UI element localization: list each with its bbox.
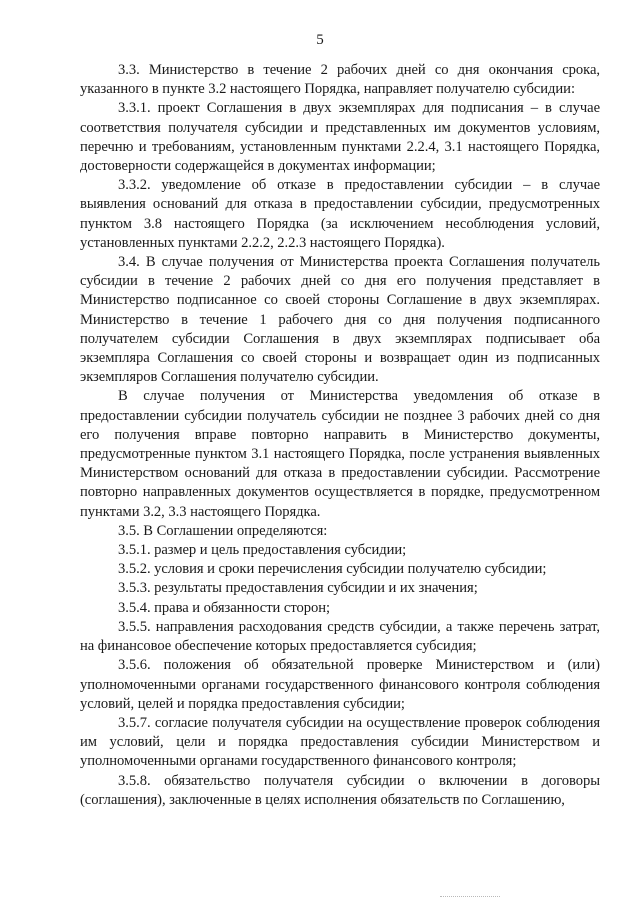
paragraph-3-5-5: 3.5.5. направления расходования средств субсидии, а также перечень затрат, на финансовое обеспечение которых предоставляется субсидия;: [80, 618, 600, 655]
paragraph-3-3-2: 3.3.2. уведомление об отказе в предоставлении субсидии – в случае выявления оснований для отказа в предоставлении субсидии, предусмотренных пунктом 3.8 настоящего Порядка (за исключением несоблюдения условий, установленных пунктами 2.2.2, 2.2.3 настоящего Порядка).: [80, 177, 600, 251]
paragraph-refusal: В случае получения от Министерства уведомления об отказе в предоставлении субсидии получатель субсидии не позднее 3 рабочих дней со дня его получения вправе повторно направить в Министерство документы, предусмотренные пунктом 3.1 настоящего Порядка, после устранения выявленных Министерством оснований для отказа в предоставлении субсидии. Рассмотрение повторно направленных документов осуществляется в порядке, предусмотренном пунктами 3.2, 3.3 настоящего Порядка.: [80, 388, 600, 520]
paragraph-3-5-3: 3.5.3. результаты предоставления субсидии и их значения;: [118, 580, 478, 597]
paragraph-3-5-1: 3.5.1. размер и цель предоставления субсидии;: [118, 542, 407, 559]
paragraph-3-5-2: 3.5.2. условия и сроки перечисления субсидии получателю субсидии;: [118, 561, 547, 578]
paragraph-3-5-6: 3.5.6. положения об обязательной проверке Министерством и (или) уполномоченными органами государственного финансового контроля соблюдения условий, целей и порядка предоставления субсидии;: [80, 657, 600, 712]
scan-artifact: [440, 896, 500, 899]
page-number: 5: [316, 32, 324, 48]
paragraph-3-5-4: 3.5.4. права и обязанности сторон;: [118, 599, 330, 616]
document-body: [80, 61, 600, 810]
paragraph-3-5-8: 3.5.8. обязательство получателя субсидии о включении в договоры (соглашения), заключенные в целях исполнения обязательств по Соглашению,: [80, 772, 600, 808]
paragraph-3-3: 3.3. Министерство в течение 2 рабочих дней со дня окончания срока, указанного в пункте 3.2 настоящего Порядка, направляет получателю субсидии:: [80, 62, 600, 98]
paragraph-3-5: 3.5. В Соглашении определяются:: [118, 522, 328, 539]
paragraph-3-3-1: 3.3.1. проект Соглашения в двух экземплярах для подписания – в случае соответствия получателя субсидии и представленных им документов условиям, перечню и требованиям, установленным пунктами 2.2.4, 3.1 настоящего Порядка, достоверности содержащейся в документах информации;: [80, 100, 600, 175]
paragraph-3-5-7: 3.5.7. согласие получателя субсидии на осуществление проверок соблюдения им условий, цели и порядка предоставления субсидии Министерством и уполномоченными органами государственного финансового контроля;: [80, 714, 600, 770]
paragraph-3-4: 3.4. В случае получения от Министерства проекта Соглашения получатель субсидии в течение 2 рабочих дней со дня его получения представляет в Министерство подписанное со своей стороны Соглашение в двух экземплярах. Министерство в течение 1 рабочего дня со дня получения подписанного получателем субсидии Соглашения в двух экземплярах подписывает оба экземпляра Соглашения со своей стороны и возвращает один из подписанных экземпляров Соглашения получателю субсидии.: [80, 254, 600, 386]
